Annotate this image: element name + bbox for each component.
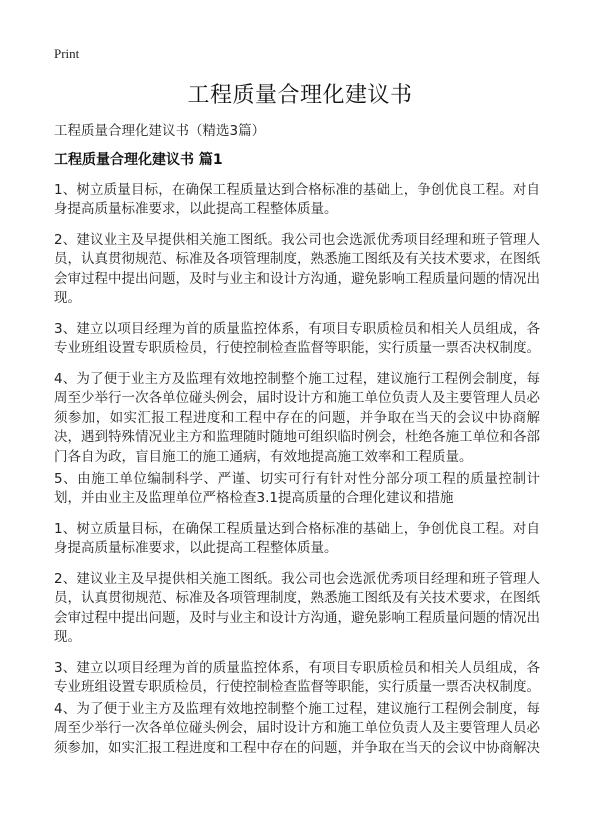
print-label: Print bbox=[54, 46, 80, 61]
document-subtitle: 工程质量合理化建议书（精选3篇） bbox=[54, 123, 266, 139]
document-title: 工程质量合理化建议书 bbox=[187, 83, 413, 108]
paragraph-3: 3、建立以项目经理为首的质量监控体系，有项目专职质检员和相关人员组成，各专业班组设置专职质检员，行使控制检查监督等职能，实行质量一票否决权制度。 bbox=[54, 320, 540, 356]
section-heading: 工程质量合理化建议书 篇1 bbox=[54, 152, 223, 168]
paragraph-1: 1、树立质量目标，在确保工程质量达到合格标准的基础上，争创优良工程。对自身提高质量标准要求，以此提高工程整体质量。 bbox=[54, 181, 540, 217]
paragraph-6: 1、树立质量目标，在确保工程质量达到合格标准的基础上，争创优良工程。对自身提高质量标准要求，以此提高工程整体质量。 bbox=[54, 520, 540, 556]
paragraph-7: 2、建议业主及早提供相关施工图纸。我公司也会选派优秀项目经理和班子管理人员，认真贯彻规范、标准及各项管理制度，熟悉施工图纸及有关技术要求，在图纸会审过程中提出问题，及时与业主和设计方沟通，避免影响工程质量问题的情况出现。 bbox=[54, 570, 540, 645]
paragraph-5: 5、由施工单位编制科学、严谨、切实可行有针对性分部分项工程的质量控制计划，并由业主及监理单位严格检查3.1提高质量的合理化建议和措施 bbox=[54, 470, 540, 506]
paragraph-2: 2、建议业主及早提供相关施工图纸。我公司也会选派优秀项目经理和班子管理人员，认真贯彻规范、标准及各项管理制度，熟悉施工图纸及有关技术要求，在图纸会审过程中提出问题，及时与业主和设计方沟通，避免影响工程质量问题的情况出现。 bbox=[54, 231, 540, 306]
paragraph-4: 4、为了便于业主方及监理有效地控制整个施工过程，建议施行工程例会制度，每周至少举行一次各单位碰头例会，届时设计方和施工单位负责人及主要管理人员必须参加，如实汇报工程进度和工程中存在的问题，并争取在当天的会议中协商解决，遇到特殊情况业主方和监理随时随地可组织临时例会，杜绝各施工单位和各部门各自为政，盲目施工的施工通病，有效地提高施工效率和工程质量。 bbox=[54, 370, 540, 465]
paragraph-8: 3、建立以项目经理为首的质量监控体系，有项目专职质检员和相关人员组成，各专业班组设置专职质检员，行使控制检查监督等职能，实行质量一票否决权制度。 bbox=[54, 659, 540, 695]
paragraph-9: 4、为了便于业主方及监理有效地控制整个施工过程，建议施行工程例会制度，每周至少举行一次各单位碰头例会，届时设计方和施工单位负责人及主要管理人员必须参加，如实汇报工程进度和工程中存在的问题，并争取在当天的会议中协商解决 bbox=[54, 700, 540, 756]
